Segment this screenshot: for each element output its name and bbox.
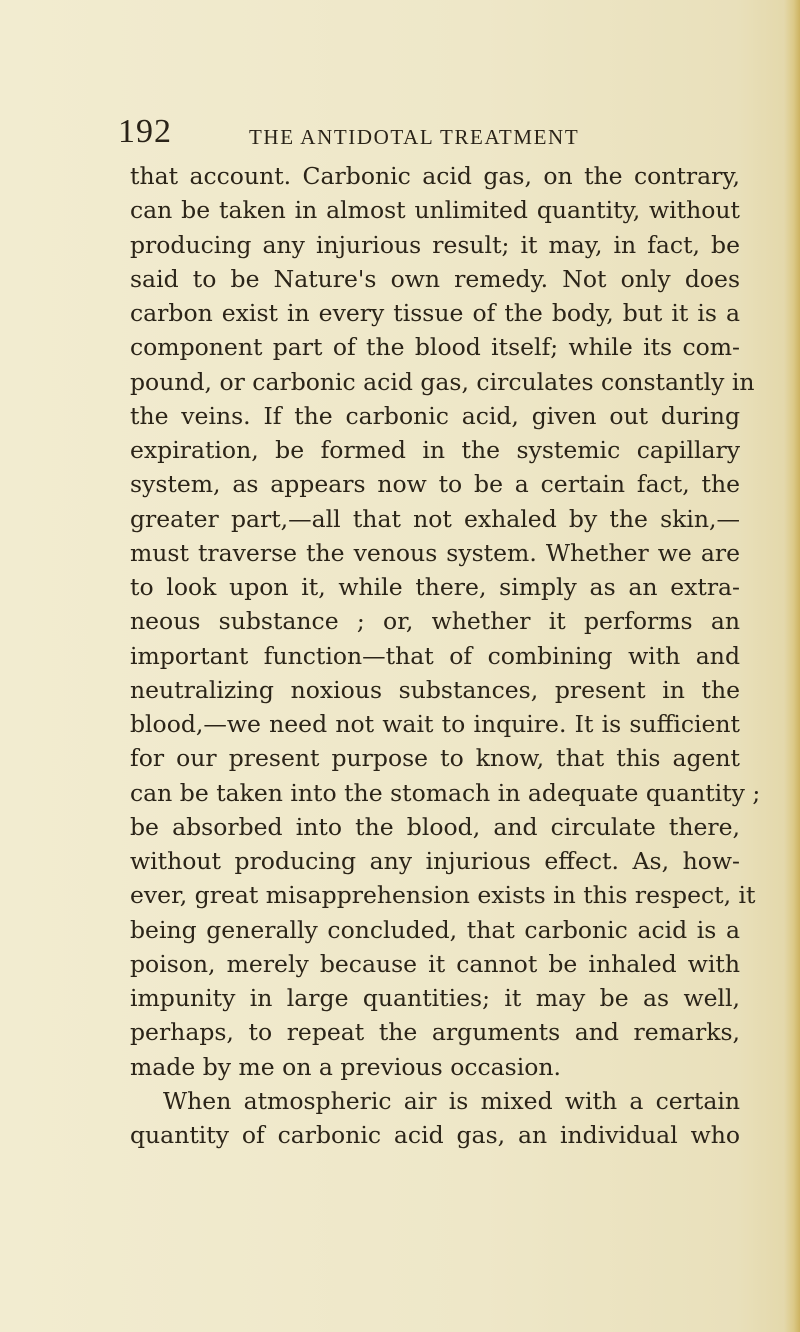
running-head: THE ANTIDOTAL TREATMENT (249, 125, 580, 149)
text-line: carbon exist in every tissue of the body, but it is a (130, 299, 740, 327)
text-line: ever, great misapprehension exists in this respect, it (130, 881, 756, 910)
text-line: without producing any injurious effect. As, how- (130, 847, 740, 875)
body-text (130, 159, 761, 1152)
text-line: producing any injurious result; it may, in fact, be (130, 230, 740, 259)
page-number: 192 (118, 113, 172, 150)
text-line: poison, merely because it cannot be inhaled with (130, 949, 740, 978)
text-line: the veins. If the carbonic acid, given out during (130, 401, 740, 430)
text-line: impunity in large quantities; it may be as well, (130, 984, 740, 1012)
text-line: important function—that of combining with and (130, 641, 740, 670)
text-line: must traverse the venous system. Whether we are (130, 538, 740, 567)
text-line: expiration, be formed in the systemic capillary (130, 436, 740, 464)
text-line-paragraph-start: When atmospheric air is mixed with a certain (163, 1086, 740, 1115)
page-edge-shadow (784, 0, 800, 1332)
text-line: greater part,—all that not exhaled by the skin,— (130, 504, 740, 533)
page-header (118, 112, 678, 152)
text-line: component part of the blood itself; while its com- (130, 333, 740, 362)
text-line: that account. Carbonic acid gas, on the contrary, (130, 162, 740, 190)
text-line: perhaps, to repeat the arguments and remarks, (130, 1018, 740, 1047)
text-line: system, as appears now to be a certain fact, the (130, 470, 740, 499)
text-line: neous substance ; or, whether it performs an (130, 607, 740, 636)
text-line: for our present purpose to know, that this agent (130, 744, 740, 773)
text-line: quantity of carbonic acid gas, an individual who (130, 1121, 740, 1149)
text-line: said to be Nature's own remedy. Not only does (130, 264, 740, 293)
text-line-paragraph-end: made by me on a previous occasion. (130, 1052, 561, 1081)
text-line: being generally concluded, that carbonic acid is a (130, 915, 740, 944)
text-line: to look upon it, while there, simply as an extra- (130, 573, 740, 601)
text-line: can be taken into the stomach in adequate quantity ; (130, 778, 761, 807)
text-line: neutralizing noxious substances, present in the (130, 675, 740, 704)
text-line: be absorbed into the blood, and circulate there, (130, 812, 740, 841)
text-line: blood,—we need not wait to inquire. It is sufficient (130, 710, 740, 738)
text-line: pound, or carbonic acid gas, circulates constantly in (130, 367, 755, 396)
text-line: can be taken in almost unlimited quantity, without (130, 196, 740, 225)
